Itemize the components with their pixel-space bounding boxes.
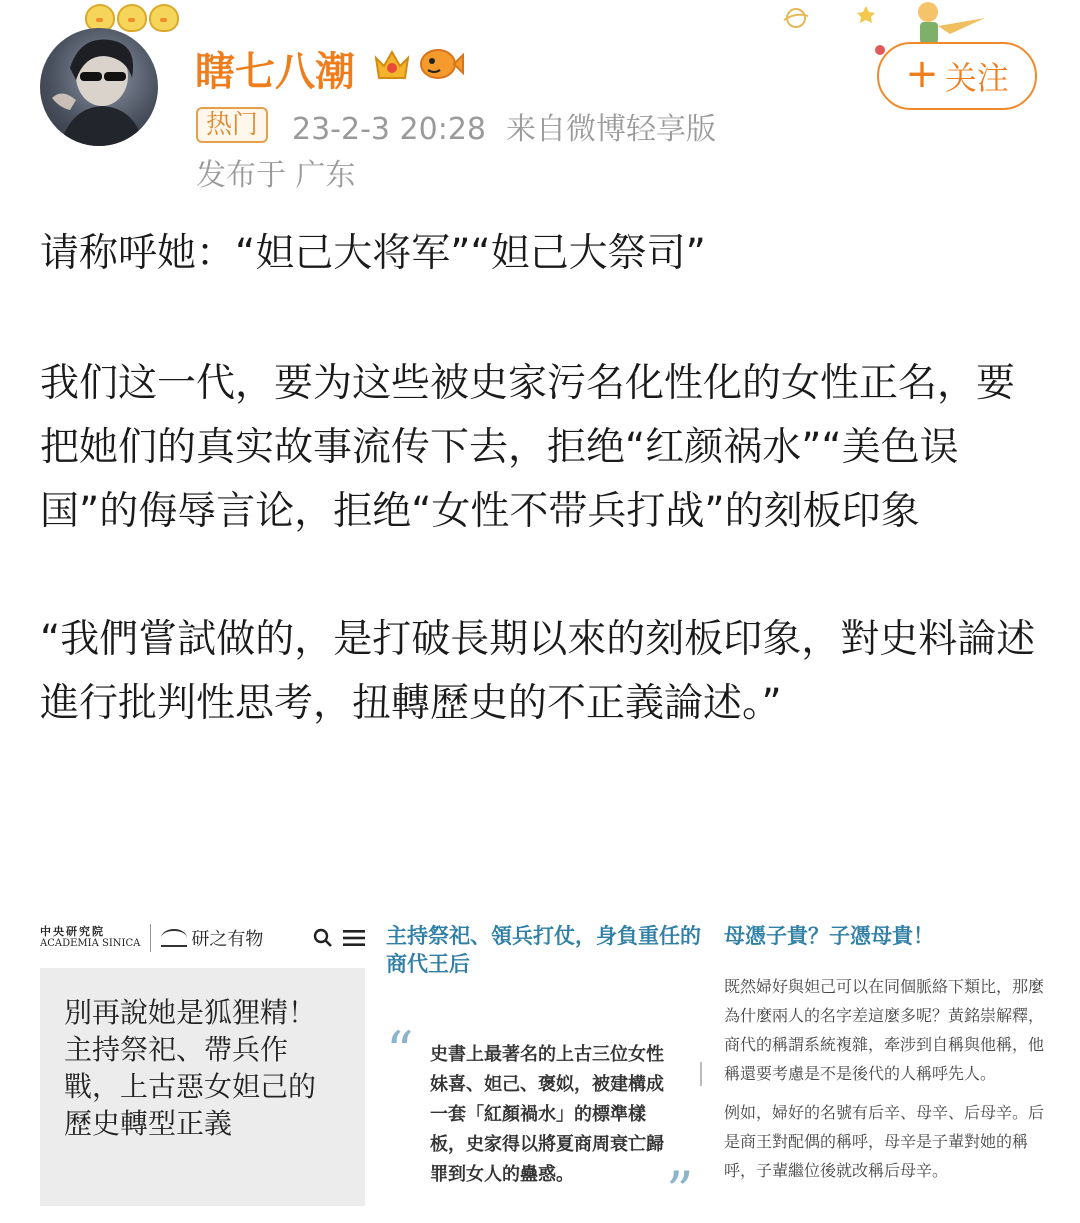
plus-icon: + [905, 51, 939, 97]
post-body [40, 222, 1040, 736]
article-preview-image[interactable] [0, 900, 1080, 1223]
post-paragraph-1: 请称呼她：“妲己大将军”“妲己大祭司” [40, 231, 706, 276]
post-paragraph-3: “我們嘗試做的，是打破長期以來的刻板印象，對史料論述進行批判性思考，扭轉歷史的不正義論述。” [40, 617, 1036, 726]
post-location: 发布于 广东 [196, 158, 356, 193]
avatar[interactable] [40, 28, 158, 146]
preview-middle-column [386, 922, 706, 1223]
column-divider [700, 1062, 702, 1086]
fish-badge-icon [418, 44, 464, 84]
user-badges [372, 44, 464, 84]
username[interactable]: 瞎七八潮 [195, 49, 355, 95]
preview-site-header [40, 918, 365, 958]
site-mark-icon [161, 929, 187, 947]
academia-sinica-logo: 中央研究院 ACADEMIA SINICA [40, 925, 141, 949]
preview-left-column [40, 910, 365, 1210]
preview-paragraph-1: 既然婦好與妲己可以在同個脈絡下類比，那麼為什麼兩人的名字差這麼多呢？黃銘崇解釋，商代的稱謂系統複雜，牽涉到自稱與他稱，他稱還要考慮是不是後代的人稱呼先人。 [724, 977, 1045, 1083]
crown-badge-icon [372, 44, 412, 84]
preview-headline-card: 別再說她是狐狸精！主持祭祀、帶兵作戰，上古惡女妲己的歷史轉型正義 [40, 968, 365, 1206]
post-source[interactable]: 来自微博轻享版 [506, 112, 716, 147]
preview-quote-text: 史書上最著名的上古三位女性妹喜、妲己、褒姒，被建構成一套「紅顏禍水」的標準樣板，史家得以將夏商周衰亡歸罪到女人的蠱惑。 [430, 1044, 664, 1185]
post-paragraph-2: 我们这一代，要为这些被史家污名化性化的女性正名，要把她们的真实故事流传下去，拒绝“红颜祸水”“美色误国”的侮辱言论，拒绝“女性不带兵打战”的刻板印象 [40, 361, 1016, 534]
post-timestamp: 23-2-3 20:28 [292, 112, 486, 147]
quote-close-icon: ” [666, 1160, 694, 1223]
menu-icon [343, 929, 365, 947]
site-logo: 研之有物 [161, 925, 263, 951]
post-header [0, 0, 1080, 210]
post-meta [292, 104, 716, 148]
search-icon [313, 928, 333, 948]
follow-button[interactable] [877, 42, 1037, 110]
preview-right-column [724, 922, 1044, 1212]
hot-tag-badge: 热门 [196, 107, 268, 143]
preview-section-title-2: 母憑子貴？子憑母貴！ [724, 924, 934, 948]
quote-open-icon: “ [386, 1020, 414, 1083]
preview-paragraph-2: 例如，婦好的名號有后辛、母辛、后母辛。后是商王對配偶的稱呼，母辛是子輩對她的稱呼，子輩繼位後就改稱后母辛。 [724, 1103, 1045, 1180]
follow-label: 关注 [944, 59, 1009, 97]
preview-section-title: 主持祭祀、領兵打仗，身負重任的商代王后 [386, 924, 701, 976]
